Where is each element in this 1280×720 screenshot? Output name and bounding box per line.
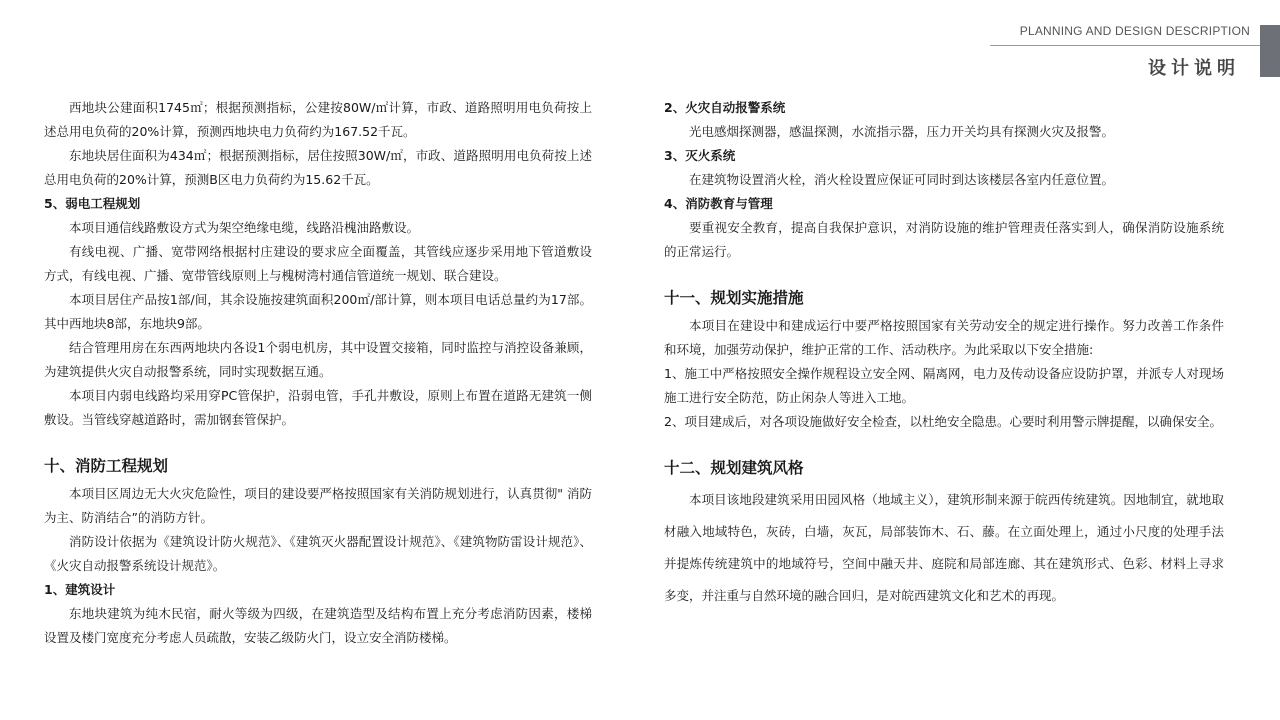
paragraph-safety-measure-1: 1、施工中严格按照安全操作规程设立安全网、隔离网，电力及传动设备应设防护罩，并派专人对现场施工进行安全防范，防止闲杂人等进入工地。: [664, 366, 1224, 405]
paragraph-fire-policy: 本项目区周边无大火灾危险性，项目的建设要严格按照国家有关消防规划进行，认真贯彻" 消防为主、防消结合”的消防方针。: [44, 486, 592, 525]
header-chinese-title: 设计说明: [1148, 58, 1240, 79]
section-4-title: 4、消防教育与管理: [664, 196, 773, 211]
section-5-title: 5、弱电工程规划: [44, 196, 141, 211]
section-3-title: 3、灭火系统: [664, 148, 736, 163]
section-10-title: 十、消防工程规划: [44, 457, 169, 475]
section-2-title: 2、火灾自动报警系统: [664, 100, 786, 115]
paragraph-telephone-count: 本项目居住产品按1部/间，其余设施按建筑面积200㎡/部计算，则本项目电话总量约为17部。其中西地块8部，东地块9部。: [44, 292, 592, 331]
section-10-1-title: 1、建筑设计: [44, 582, 116, 597]
paragraph-safety-intro: 本项目在建设中和建成运行中要严格按照国家有关劳动安全的规定进行操作。努力改善工作条件和环境，加强劳动保护，维护正常的工作、活动秩序。为此采取以下安全措施:: [664, 318, 1224, 357]
header-divider: [990, 45, 1260, 46]
paragraph-weak-current-room: 结合管理用房在东西两地块内各设1个弱电机房，其中设置交接箱，同时监控与消控设备兼顾，为建筑提供火灾自动报警系统，同时实现数据互通。: [44, 340, 592, 379]
paragraph-alarm-system: 光电感烟探测器，感温探测，水流指示器，压力开关均具有探测火灾及报警。: [689, 124, 1115, 139]
paragraph-fire-extinguishing: 在建筑物设置消火栓，消火栓设置应保证可同时到达该楼层各室内任意位置。: [689, 172, 1115, 187]
right-column: [664, 96, 1224, 612]
paragraph-safety-measure-2: 2、项目建成后，对各项设施做好安全检查，以杜绝安全隐患。心要时利用警示牌提醒，以确保安全。: [664, 414, 1222, 429]
paragraph-pc-pipe: 本项目内弱电线路均采用穿PC管保护，沿弱电管，手孔井敷设，原则上布置在道路无建筑一侧敷设。当管线穿越道路时，需加钢套管保护。: [44, 388, 592, 427]
header-english-title: PLANNING AND DESIGN DESCRIPTION: [1019, 24, 1250, 38]
paragraph-east-plot-load: 东地块居住面积为434㎡；根据预测指标，居住按照30W/㎡，市政、道路照明用电负荷按上述总用电负荷的20%计算，预测B区电力负荷约为15.62千瓦。: [44, 148, 592, 187]
paragraph-telecom-route: 本项目通信线路敷设方式为架空绝缘电缆，线路沿槐油路敷设。: [69, 220, 420, 235]
section-11-title: 十一、规划实施措施: [664, 289, 804, 307]
paragraph-architecture-style: 本项目该地段建筑采用田园风格（地域主义），建筑形制来源于皖西传统建筑。因地制宜，就地取材融入地域特色，灰砖，白墙，灰瓦，局部装饰木、石、藤。在立面处理上，通过小尺度的处理手法并提炼传统建筑中的地域符号，空间中融天井、庭院和局部连廊、其在建筑形式、色彩、材料上寻求多变，并注重与自然环境的融合回归，是对皖西建筑文化和艺术的再现。: [664, 492, 1224, 603]
paragraph-cable-tv: 有线电视、广播、宽带网络根据村庄建设的要求应全面覆盖，其管线应逐步采用地下管道敷设方式，有线电视、广播、宽带管线原则上与槐树湾村通信管道统一规划、联合建设。: [44, 244, 592, 283]
left-column: [44, 96, 592, 650]
section-12-title: 十二、规划建筑风格: [664, 459, 804, 477]
paragraph-fire-standards: 消防设计依据为《建筑设计防火规范》、《建筑灭火器配置设计规范》、《建筑物防雷设计规范》、《火灾自动报警系统设计规范》。: [44, 534, 592, 573]
paragraph-west-plot-load: 西地块公建面积1745㎡；根据预测指标，公建按80W/㎡计算，市政、道路照明用电负荷按上述总用电负荷的20%计算，预测西地块电力负荷约为167.52千瓦。: [44, 100, 592, 139]
paragraph-fire-education: 要重视安全教育，提高自我保护意识，对消防设施的维护管理责任落实到人，确保消防设施系统的正常运行。: [664, 220, 1224, 259]
paragraph-building-design: 东地块建筑为纯木民宿，耐火等级为四级，在建筑造型及结构布置上充分考虑消防因素，楼梯设置及楼门宽度充分考虑人员疏散，安装乙级防火门，设立安全消防楼梯。: [44, 606, 592, 645]
header-accent-bar: [1260, 25, 1280, 77]
